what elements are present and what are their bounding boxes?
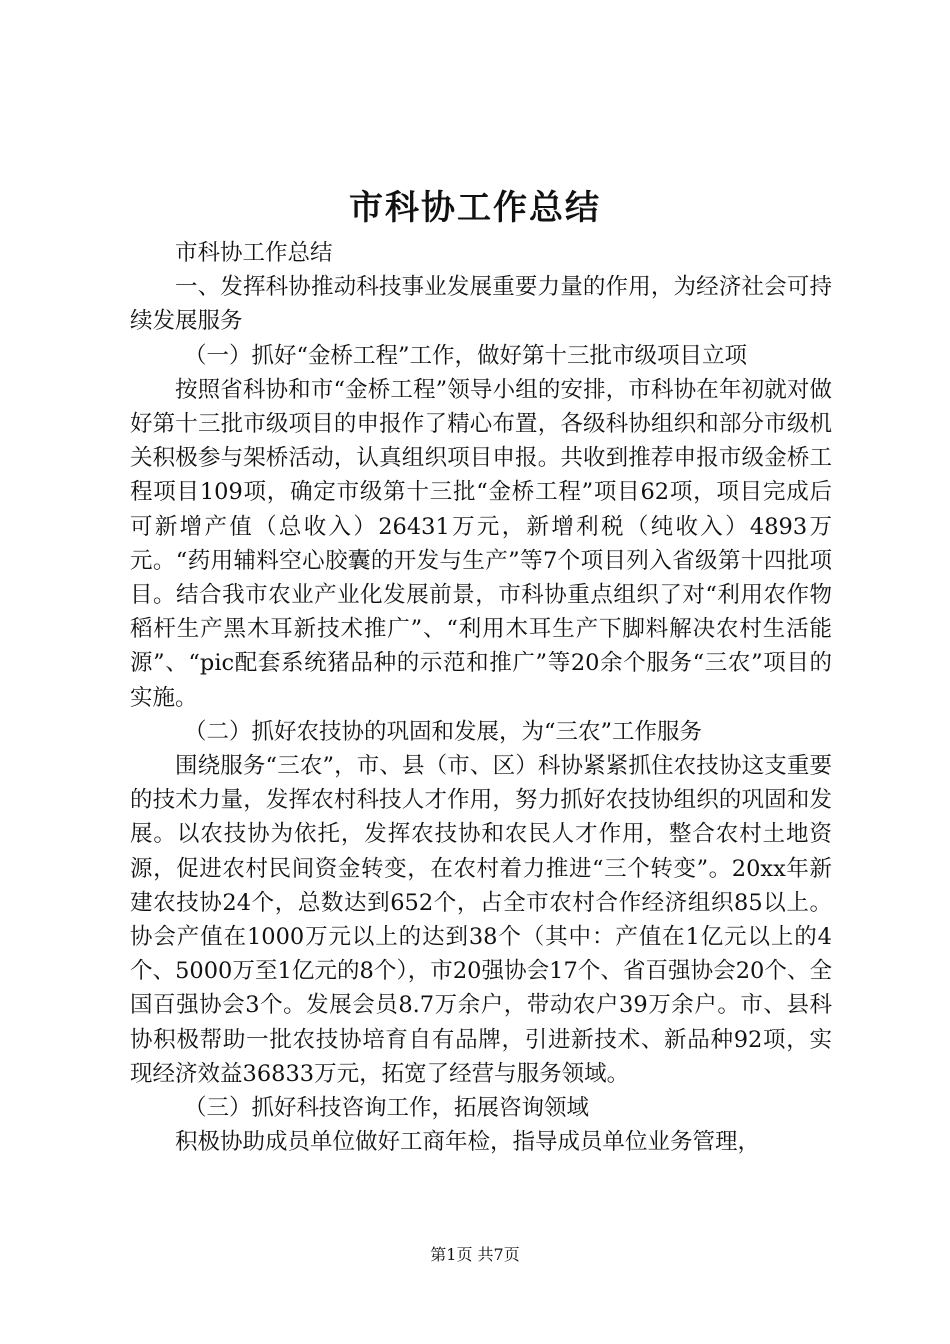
paragraph-body-1: 按照省科协和市“金桥工程”领导小组的安排，市科协在年初就对做好第十三批市级项目的申报作了精心布置，各级科协组织和部分市级机关积极参与架桥活动，认真组织项目申报。共收到推荐申报市级金桥工程项目109项，确定市级第十三批“金桥工程”项目62项，项目完成后可新增产值（总收入）26431万元，新增利税（纯收入）4893万元。“药用辅料空心胶囊的开发与生产”等7个项目列入省级第十四批项目。结合我市农业产业化发展前景，市科协重点组织了对“利用农作物稻杆生产黑木耳新技术推广”、“利用木耳生产下脚料解决农村生活能源”、“pic配套系统猪品种的示范和推广”等20余个服务“三农”项目的实施。 (130, 376, 832, 711)
paragraph-section-1: 一、发挥科协推动科技事业发展重要力量的作用，为经济社会可持续发展服务 (130, 274, 832, 335)
paragraph-body-2: 围绕服务“三农”，市、县（市、区）科协紧紧抓住农技协这支重要的技术力量，发挥农村科技人才作用，努力抓好农技协组织的巩固和发展。以农技协为依托，发挥农技协和农民人才作用，整合农村土地资源，促进农村民间资金转变，在农村着力推进“三个转变”。20xx年新建农技协24个，总数达到652个，占全市农村合作经济组织85以上。协会产值在1000万元以上的达到38个（其中：产值在1亿元以上的4个、5000万至1亿元的8个），市20强协会17个、省百强协会20个、全国百强协会3个。发展会员8.7万余户，带动农户39万余户。市、县科协积极帮助一批农技协培育自有品牌，引进新技术、新品种92项，实现经济效益36833万元，拓宽了经营与服务领域。 (130, 753, 832, 1087)
paragraph-body-3: 积极协助成员单位做好工商年检，指导成员单位业务管理， (175, 1129, 761, 1156)
paragraph-subsection-1: （一）抓好“金桥工程”工作，做好第十三批市级项目立项 (184, 342, 748, 369)
paragraph-subsection-3: （三）抓好科技咨询工作，拓展咨询领域 (184, 1095, 590, 1122)
document-title: 市科协工作总结 (349, 188, 601, 228)
page-number: 第1页 共7页 (430, 1245, 520, 1264)
document-body (130, 236, 832, 1159)
paragraph-subsection-2: （二）抓好农技协的巩固和发展，为“三农”工作服务 (184, 718, 703, 745)
paragraph-heading: 市科协工作总结 (175, 240, 333, 266)
